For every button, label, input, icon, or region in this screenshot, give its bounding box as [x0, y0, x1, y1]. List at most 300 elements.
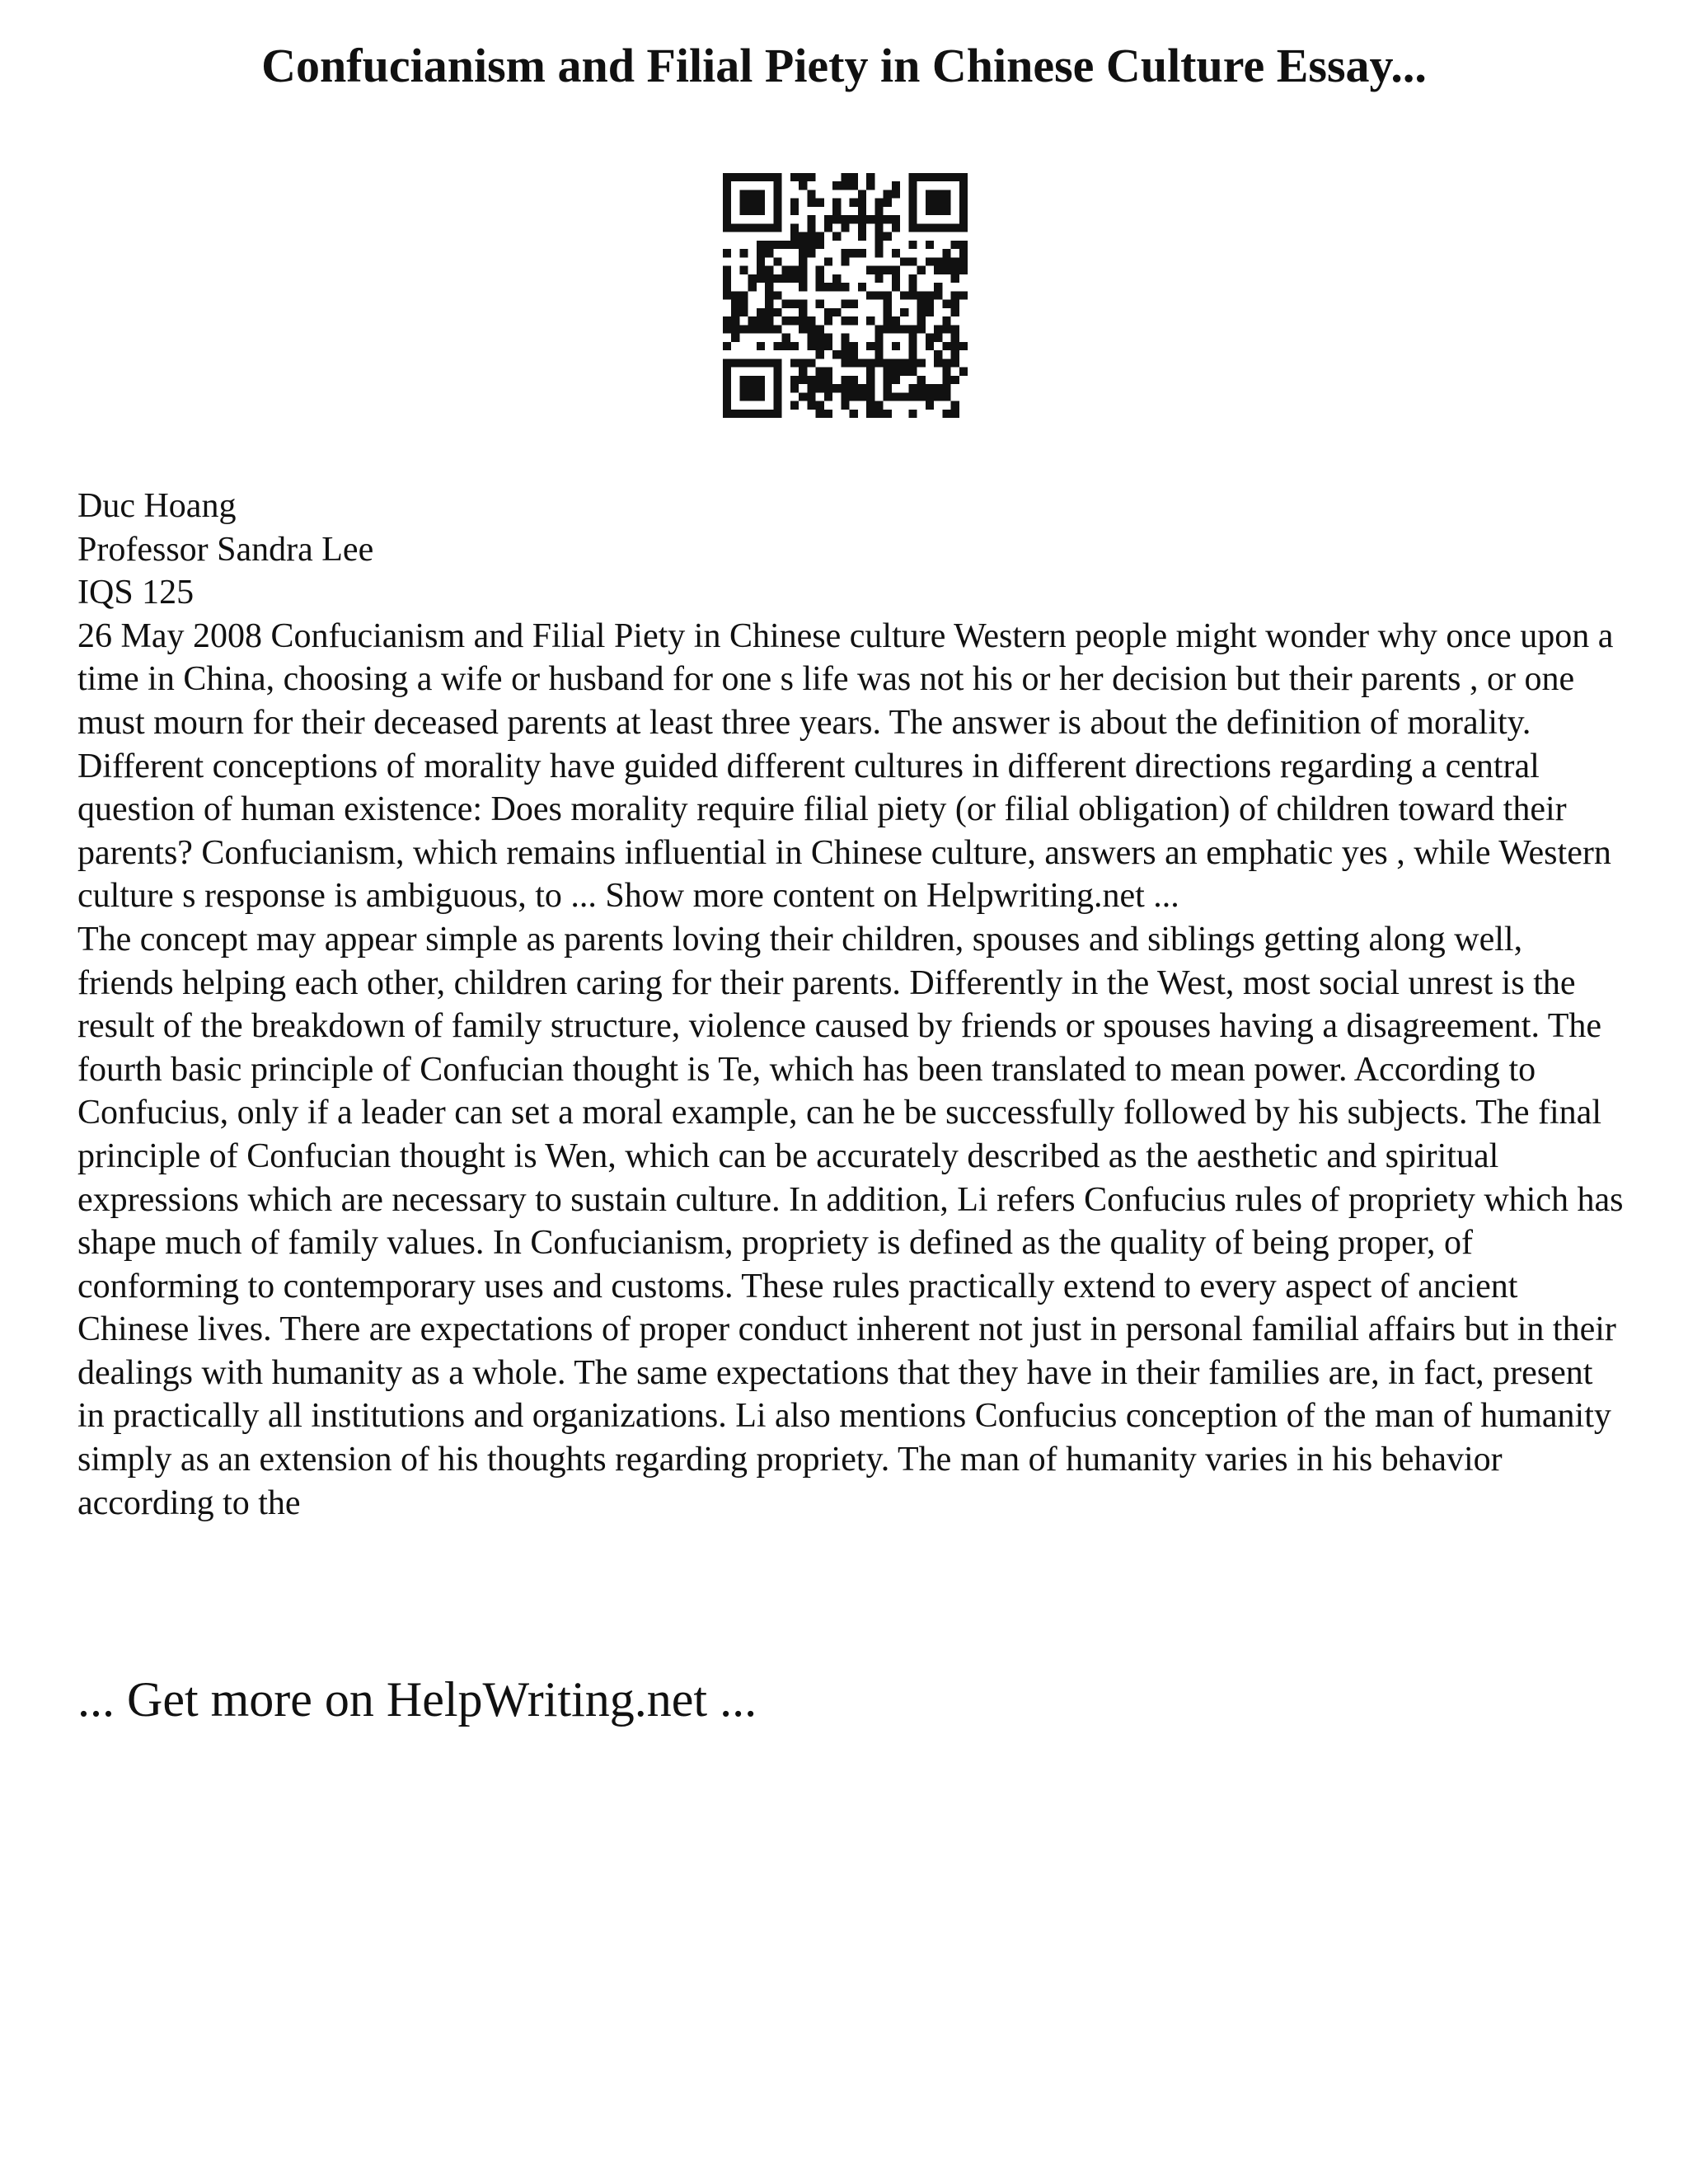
qr-module [959, 181, 968, 190]
qr-module [807, 215, 815, 223]
qr-module [858, 359, 866, 367]
qr-module [841, 342, 849, 350]
qr-module [917, 291, 926, 299]
qr-module [824, 223, 832, 232]
qr-module [757, 359, 765, 367]
qr-module [951, 266, 959, 274]
qr-module [816, 334, 824, 342]
qr-module [765, 249, 773, 257]
qr-module [874, 207, 883, 215]
qr-module [841, 401, 849, 410]
qr-module [723, 249, 731, 257]
qr-module [884, 384, 892, 392]
qr-module [884, 199, 892, 207]
qr-module [832, 283, 841, 291]
qr-module [926, 300, 934, 308]
qr-module [866, 368, 874, 376]
qr-module [765, 359, 773, 367]
qr-module [790, 376, 799, 384]
qr-module [748, 392, 757, 401]
qr-module [832, 199, 841, 207]
qr-module [892, 215, 900, 223]
qr-module [892, 249, 900, 257]
qr-module [866, 410, 874, 418]
qr-module [908, 359, 917, 367]
qr-module [942, 410, 950, 418]
qr-module [917, 223, 926, 232]
qr-module [866, 392, 874, 401]
qr-module [908, 392, 917, 401]
qr-module [748, 359, 757, 367]
qr-module [951, 376, 959, 384]
qr-module [942, 376, 950, 384]
course-line: IQS 125 [77, 574, 195, 612]
qr-module [799, 316, 807, 325]
qr-module [807, 241, 815, 249]
qr-module [807, 334, 815, 342]
essay-body [77, 485, 1627, 1525]
qr-module [841, 384, 849, 392]
qr-module [799, 232, 807, 241]
qr-module [782, 342, 790, 350]
qr-module [765, 300, 773, 308]
qr-module [773, 215, 781, 223]
qr-module [866, 316, 874, 325]
qr-module [799, 173, 807, 181]
qr-module [942, 199, 950, 207]
qr-module [908, 334, 917, 342]
qr-module [850, 410, 858, 418]
qr-module [723, 173, 731, 181]
qr-module [824, 342, 832, 350]
qr-module [926, 257, 934, 265]
qr-module [782, 334, 790, 342]
qr-module [748, 207, 757, 215]
qr-module [799, 300, 807, 308]
qr-module [816, 300, 824, 308]
qr-module [874, 215, 883, 223]
qr-module [884, 316, 892, 325]
qr-module [934, 207, 942, 215]
qr-module [908, 215, 917, 223]
qr-module [900, 257, 908, 265]
qr-module [723, 316, 731, 325]
qr-module [723, 410, 731, 418]
qr-module [723, 190, 731, 198]
qr-module [892, 376, 900, 384]
qr-module [773, 274, 781, 283]
qr-module [723, 325, 731, 333]
qr-module [942, 325, 950, 333]
qr-module [757, 342, 765, 350]
qr-module [900, 308, 908, 316]
qr-module [951, 300, 959, 308]
qr-module [790, 207, 799, 215]
qr-module [782, 241, 790, 249]
qr-module [900, 325, 908, 333]
qr-module [892, 325, 900, 333]
qr-module [858, 249, 866, 257]
qr-module [739, 325, 748, 333]
qr-module [926, 190, 934, 198]
qr-module [790, 266, 799, 274]
qr-module [748, 325, 757, 333]
qr-module [765, 308, 773, 316]
qr-module [824, 410, 832, 418]
qr-module [841, 173, 849, 181]
qr-module [942, 392, 950, 401]
qr-module [884, 392, 892, 401]
qr-module [832, 181, 841, 190]
qr-module [926, 173, 934, 181]
qr-module [951, 241, 959, 249]
qr-module [858, 283, 866, 291]
qr-module [908, 283, 917, 291]
professor-line: Professor Sandra Lee [77, 530, 374, 569]
qr-module [900, 392, 908, 401]
qr-module [917, 392, 926, 401]
qr-module [926, 401, 934, 410]
qr-module [757, 274, 765, 283]
qr-module [926, 199, 934, 207]
qr-module [739, 173, 748, 181]
qr-module [942, 257, 950, 265]
qr-module [765, 316, 773, 325]
qr-module [723, 199, 731, 207]
qr-module [874, 241, 883, 249]
qr-module [874, 325, 883, 333]
qr-module [892, 342, 900, 350]
qr-module [908, 257, 917, 265]
qr-module [959, 249, 968, 257]
qr-module [942, 223, 950, 232]
qr-module [874, 223, 883, 232]
qr-module [816, 376, 824, 384]
qr-module [951, 401, 959, 410]
qr-module [739, 266, 748, 274]
qr-module [824, 283, 832, 291]
qr-module [790, 173, 799, 181]
qr-module [951, 291, 959, 299]
qr-module [841, 392, 849, 401]
qr-module [748, 173, 757, 181]
qr-module [757, 249, 765, 257]
qr-module [908, 173, 917, 181]
qr-module [850, 300, 858, 308]
qr-module [824, 316, 832, 325]
qr-module [773, 190, 781, 198]
qr-module [866, 291, 874, 299]
qr-module [807, 249, 815, 257]
qr-module [739, 199, 748, 207]
qr-code-graphic [723, 173, 968, 418]
qr-module [934, 223, 942, 232]
qr-module [739, 190, 748, 198]
qr-module [841, 223, 849, 232]
qr-module [874, 334, 883, 342]
qr-module [824, 257, 832, 265]
qr-module [934, 283, 942, 291]
qr-module [959, 368, 968, 376]
qr-module [757, 308, 765, 316]
qr-module [908, 384, 917, 392]
qr-module [799, 181, 807, 190]
qr-module [858, 232, 866, 241]
qr-module [900, 368, 908, 376]
qr-module [908, 181, 917, 190]
qr-module [757, 241, 765, 249]
qr-module [917, 376, 926, 384]
qr-module [757, 325, 765, 333]
qr-module [731, 308, 739, 316]
get-more-link[interactable]: ... Get more on HelpWriting.net ... [77, 1672, 757, 1727]
qr-module [790, 401, 799, 410]
qr-module [816, 401, 824, 410]
qr-module [858, 199, 866, 207]
qr-module [731, 325, 739, 333]
qr-module [782, 274, 790, 283]
qr-module [757, 376, 765, 384]
qr-module [773, 241, 781, 249]
qr-module [884, 308, 892, 316]
qr-module [850, 181, 858, 190]
qr-module [942, 316, 950, 325]
qr-module [841, 350, 849, 359]
qr-module [807, 190, 815, 198]
qr-module [841, 181, 849, 190]
qr-module [816, 283, 824, 291]
qr-module [951, 342, 959, 350]
qr-module [866, 342, 874, 350]
qr-module [832, 384, 841, 392]
qr-module [850, 376, 858, 384]
qr-module [892, 190, 900, 198]
qr-module [926, 207, 934, 215]
qr-module [731, 223, 739, 232]
qr-module [926, 342, 934, 350]
qr-module [723, 392, 731, 401]
qr-module [816, 384, 824, 392]
qr-module [773, 181, 781, 190]
qr-module [884, 368, 892, 376]
qr-module [790, 199, 799, 207]
qr-module [773, 410, 781, 418]
qr-module [807, 325, 815, 333]
qr-module [959, 199, 968, 207]
qr-module [926, 308, 934, 316]
qr-module [841, 376, 849, 384]
qr-module [799, 266, 807, 274]
qr-module [816, 368, 824, 376]
qr-module [959, 266, 968, 274]
qr-module [874, 274, 883, 283]
qr-module [850, 173, 858, 181]
qr-module [858, 223, 866, 232]
qr-module [951, 223, 959, 232]
qr-module [739, 359, 748, 367]
qr-module [951, 274, 959, 283]
qr-module [790, 232, 799, 241]
qr-module [757, 173, 765, 181]
qr-module [773, 308, 781, 316]
qr-module [917, 325, 926, 333]
qr-module [773, 325, 781, 333]
qr-module [832, 308, 841, 316]
qr-module [816, 199, 824, 207]
qr-module [757, 384, 765, 392]
qr-module [934, 291, 942, 299]
qr-module [874, 342, 883, 350]
qr-module [824, 308, 832, 316]
qr-module [934, 190, 942, 198]
qr-module [850, 342, 858, 350]
qr-module [866, 359, 874, 367]
qr-module [790, 241, 799, 249]
qr-module [934, 199, 942, 207]
qr-module [773, 359, 781, 367]
qr-module [908, 241, 917, 249]
qr-module [942, 249, 950, 257]
qr-module [841, 249, 849, 257]
qr-module [892, 283, 900, 291]
qr-module [959, 342, 968, 350]
qr-module [782, 300, 790, 308]
qr-module [748, 223, 757, 232]
qr-module [866, 266, 874, 274]
qr-module [934, 359, 942, 367]
qr-module [850, 316, 858, 325]
qr-module [908, 350, 917, 359]
qr-module [723, 291, 731, 299]
qr-module [807, 359, 815, 367]
qr-module [731, 316, 739, 325]
qr-module [757, 223, 765, 232]
qr-module [917, 308, 926, 316]
qr-module [892, 316, 900, 325]
qr-module [866, 181, 874, 190]
qr-module [874, 266, 883, 274]
qr-module [765, 325, 773, 333]
qr-module [908, 207, 917, 215]
qr-module [739, 308, 748, 316]
qr-module [892, 359, 900, 367]
qr-module [723, 215, 731, 223]
qr-module [748, 274, 757, 283]
qr-module [757, 392, 765, 401]
qr-module [926, 392, 934, 401]
qr-module [773, 342, 781, 350]
qr-module [892, 392, 900, 401]
qr-module [884, 266, 892, 274]
qr-module [841, 316, 849, 325]
qr-module [934, 334, 942, 342]
qr-module [959, 291, 968, 299]
qr-module [773, 223, 781, 232]
qr-module [748, 190, 757, 198]
qr-module [942, 266, 950, 274]
qr-module [908, 223, 917, 232]
qr-module [926, 291, 934, 299]
qr-module [917, 300, 926, 308]
qr-module [934, 266, 942, 274]
qr-module [959, 257, 968, 265]
qr-module [790, 223, 799, 232]
qr-module [874, 291, 883, 299]
qr-module [799, 308, 807, 316]
qr-module [908, 342, 917, 350]
qr-module [816, 350, 824, 359]
qr-module [841, 359, 849, 367]
qr-module [951, 325, 959, 333]
qr-module [917, 316, 926, 325]
qr-module [799, 392, 807, 401]
qr-module [832, 350, 841, 359]
qr-module [892, 266, 900, 274]
qr-module [782, 266, 790, 274]
qr-module [917, 173, 926, 181]
qr-module [799, 376, 807, 384]
qr-module [807, 232, 815, 241]
qr-module [841, 257, 849, 265]
qr-module [739, 223, 748, 232]
qr-module [892, 368, 900, 376]
qr-module [908, 190, 917, 198]
qr-module [723, 181, 731, 190]
qr-module [807, 342, 815, 350]
qr-module [765, 173, 773, 181]
qr-module [773, 392, 781, 401]
qr-module [959, 173, 968, 181]
qr-module [757, 257, 765, 265]
qr-module [942, 190, 950, 198]
qr-module [773, 401, 781, 410]
qr-module [926, 241, 934, 249]
qr-module [731, 173, 739, 181]
qr-module [748, 384, 757, 392]
qr-module [884, 325, 892, 333]
qr-module [858, 384, 866, 392]
qr-module [850, 392, 858, 401]
qr-module [866, 401, 874, 410]
qr-module [934, 350, 942, 359]
qr-module [816, 232, 824, 241]
qr-module [748, 199, 757, 207]
qr-module [850, 199, 858, 207]
qr-module [841, 334, 849, 342]
qr-module [841, 215, 849, 223]
qr-module [884, 300, 892, 308]
qr-module [773, 207, 781, 215]
qr-module [908, 325, 917, 333]
qr-module [900, 359, 908, 367]
qr-module [773, 291, 781, 299]
qr-module [773, 257, 781, 265]
qr-module [832, 274, 841, 283]
page-title: Confucianism and Filial Piety in Chinese Culture Essay... [261, 39, 1427, 92]
qr-module [807, 173, 815, 181]
qr-module [807, 223, 815, 232]
qr-module [934, 173, 942, 181]
qr-module [765, 283, 773, 291]
qr-module [790, 384, 799, 392]
qr-module [799, 274, 807, 283]
qr-module [723, 207, 731, 215]
author-line: Duc Hoang [77, 487, 237, 525]
qr-module [723, 401, 731, 410]
qr-module [884, 232, 892, 241]
qr-module [773, 199, 781, 207]
qr-module [739, 249, 748, 257]
